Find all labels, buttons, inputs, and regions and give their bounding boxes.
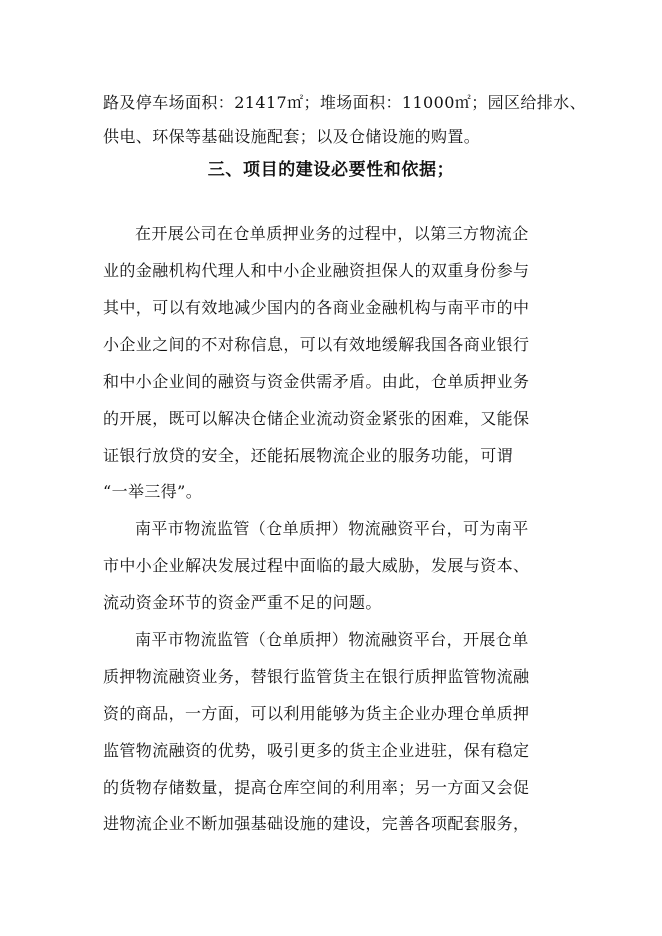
paragraph-line: 南平市物流监管（仓单质押）物流融资平台，开展仓单 <box>135 630 529 649</box>
paragraph-line: 其中，可以有效地减少国内的各商业金融机构与南平市的中 <box>103 298 530 317</box>
paragraph-line: “一举三得”。 <box>103 482 203 501</box>
section-heading: 三、项目的建设必要性和依据； <box>207 160 455 180</box>
paragraph-line: 的开展，既可以解决仓储企业流动资金紧张的困难，又能保 <box>103 409 530 428</box>
paragraph-line: 市中小企业解决发展过程中面临的最大威胁，发展与资本、 <box>103 556 530 575</box>
paragraph-line: 证银行放贷的安全，还能拓展物流企业的服务功能，可谓 <box>103 446 514 465</box>
paragraph-line: 业的金融机构代理人和中小企业融资担保人的双重身份参与 <box>103 261 530 280</box>
paragraph-line: 质押物流融资业务，替银行监管货主在银行质押监管物流融 <box>103 667 530 686</box>
paragraph-line: 进物流企业不断加强基础设施的建设，完善各项配套服务， <box>103 814 530 833</box>
paragraph-line: 监管物流融资的优势，吸引更多的货主企业进驻，保有稳定 <box>103 741 530 760</box>
intro-line: 供电、环保等基础设施配套；以及仓储设施的购置。 <box>103 127 481 146</box>
paragraph-line: 流动资金环节的资金严重不足的问题。 <box>103 593 382 612</box>
paragraph-line: 资的商品，一方面，可以利用能够为货主企业办理仓单质押 <box>103 704 530 723</box>
intro-line: 路及停车场面积：21417㎡；堆场面积：11000㎡；园区给排水、 <box>103 93 586 112</box>
paragraph-line: 在开展公司在仓单质押业务的过程中，以第三方物流企 <box>135 224 529 243</box>
paragraph-line: 小企业之间的不对称信息，可以有效地缓解我国各商业银行 <box>103 335 530 354</box>
paragraph-line: 的货物存储数量，提高仓库空间的利用率；另一方面又会促 <box>103 778 530 797</box>
paragraph-line: 南平市物流监管（仓单质押）物流融资平台，可为南平 <box>135 519 529 538</box>
paragraph-line: 和中小企业间的融资与资金供需矛盾。由此，仓单质押业务 <box>103 372 530 391</box>
